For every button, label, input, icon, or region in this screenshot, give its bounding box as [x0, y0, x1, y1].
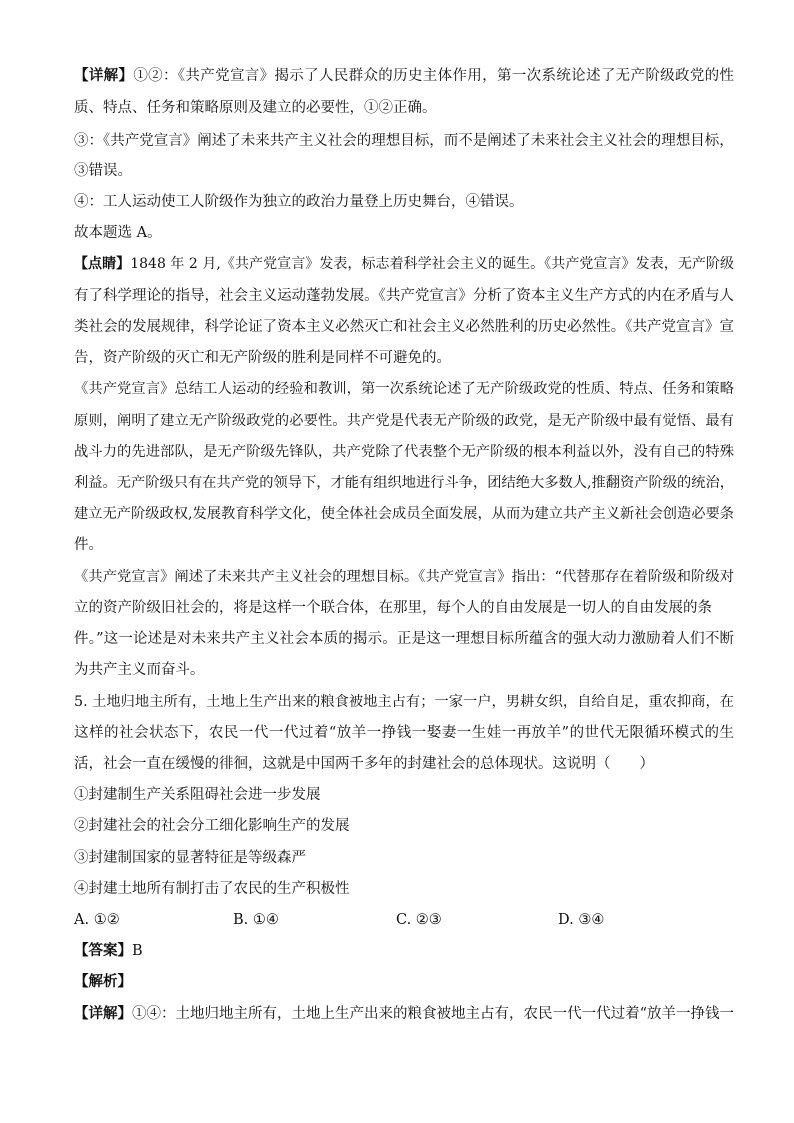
answer-line — [74, 941, 734, 961]
option-c: C. ②③ — [396, 912, 442, 928]
answer-tag: 【答案】 — [74, 942, 132, 959]
analysis-tag: 【解析】 — [74, 973, 132, 990]
answer-value: B — [132, 943, 143, 959]
statement-item: ④封建土地所有制打击了农民的生产积极性 — [74, 881, 350, 897]
comment-line: 建立无产阶级政权,发展教育科学文化，使全体社会成员全面发展，从而为建立共产主义新社会创造必要条 — [74, 506, 735, 522]
comment-line: 利益。无产阶级只有在共产党的领导下，才能有组织地进行斗争，团结绝大多数人,推翻资产阶级的统治， — [74, 475, 735, 491]
detail-line: ④：工人运动使工人阶级作为独立的政治力量登上历史舞台，④错误。 — [74, 194, 524, 210]
comment-tag: 【点睛】 — [74, 256, 131, 272]
detail-line: 故本题选 A。 — [74, 225, 162, 241]
detail-line: ③错误。 — [74, 163, 132, 179]
detail-tag: 【详解】 — [74, 67, 134, 84]
comment-line: 件。”这一论述是对未来共产主义社会本质的揭示。正是这一理想目标所蕴含的强大动力激励着人们不断 — [74, 631, 734, 647]
comment-line: 战斗力的先进部队，是无产阶级先锋队，共产党除了代表整个无产阶级的根本利益以外，没有自己的特殊 — [74, 444, 734, 460]
comment-line: 类社会的发展规律，科学论证了资本主义必然灭亡和社会主义必然胜利的历史必然性。《共产党宣言》宣 — [74, 319, 734, 335]
comment-line: 【点睛】1848 年 2 月,《共产党宣言》发表，标志着科学社会主义的诞生。《共产党宣言》发表，无产阶级 — [74, 256, 734, 272]
analysis-line — [74, 972, 734, 992]
comment-line: 《共产党宣言》阐述了未来共产主义社会的理想目标。《共产党宣言》指出：“代替那存在着阶级和阶级对 — [74, 569, 734, 585]
comment-line: 《共产党宣言》总结工人运动的经验和教训，第一次系统论述了无产阶级政党的性质、特点、任务和策略 — [74, 381, 734, 397]
detail-line: 质、特点、任务和策略原则及建立的必要性，①②正确。 — [74, 100, 437, 116]
comment-line: 件。 — [74, 537, 103, 553]
comment-line: 为共产主义而奋斗。 — [74, 662, 205, 678]
question-stem-line: 这样的社会状态下，农民一代一代过着“放羊一挣钱一娶妻一生娃一再放羊”的世代无限循环模式的生 — [74, 725, 734, 741]
option-b: B. ①④ — [233, 912, 279, 928]
comment-line: 告，资产阶级的灭亡和无产阶级的胜利是同样不可避免的。 — [74, 350, 451, 366]
detail-line: 【详解】①④：土地归地主所有，土地上生产出来的粮食被地主占有，农民一代一代过着“放羊一挣钱一 — [74, 1005, 734, 1022]
question-stem-line: 5. 土地归地主所有，土地上生产出来的粮食被地主占有；一家一户，男耕女织，自给自足，重农抑商，在 — [74, 694, 734, 710]
detail-line: ③：《共产党宣言》阐述了未来共产主义社会的理想目标，而不是阐述了未来社会主义社会的理想目标， — [74, 133, 734, 149]
option-d: D. ③④ — [558, 912, 605, 928]
detail-tag: 【详解】 — [74, 1005, 133, 1022]
statement-item: ②封建社会的社会分工细化影响生产的发展 — [74, 818, 350, 834]
statement-item: ①封建制生产关系阻碍社会进一步发展 — [74, 787, 321, 803]
comment-line: 原则，阐明了建立无产阶级政党的必要性。共产党是代表无产阶级的政党，是无产阶级中最有觉悟、最有 — [74, 413, 734, 429]
question-stem-line: 活，社会一直在缓慢的徘徊，这就是中国两千多年的封建社会的总体现状。这说明（ ） — [74, 756, 654, 772]
detail-line: 【详解】①②：《共产党宣言》揭示了人民群众的历史主体作用，第一次系统论述了无产阶级政党的性 — [74, 67, 734, 84]
comment-line: 有了科学理论的指导，社会主义运动蓬勃发展。《共产党宣言》分析了资本主义生产方式的内在矛盾与人 — [74, 288, 734, 304]
comment-line: 立的资产阶级旧社会的，将是这样一个联合体，在那里，每个人的自由发展是一切人的自由发展的条 — [74, 600, 712, 616]
statement-item: ③封建制国家的显著特征是等级森严 — [74, 850, 306, 866]
option-a: A. ①② — [74, 912, 120, 928]
